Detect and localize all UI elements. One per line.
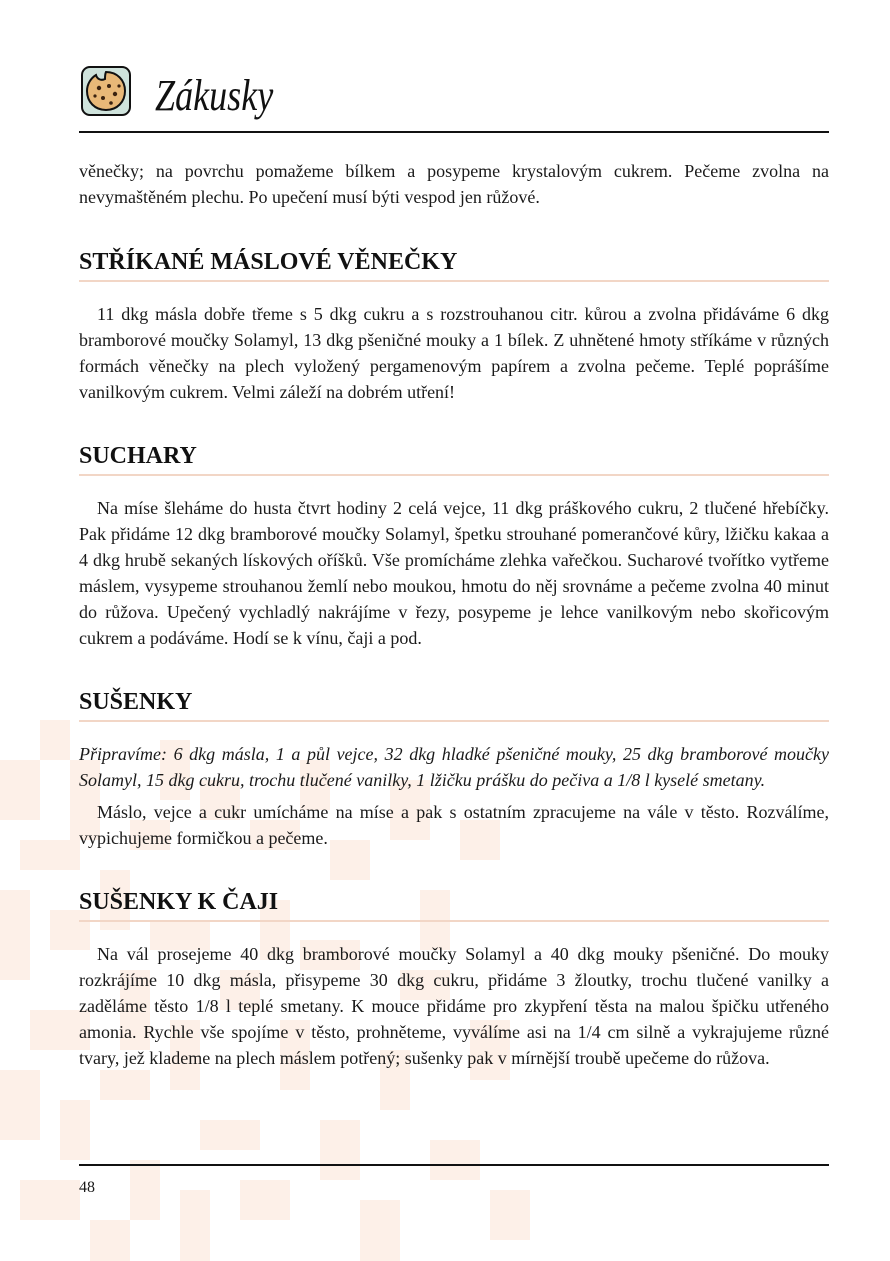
recipe-text: Máslo, vejce a cukr umícháme na míse a pak s ostatním zpracujeme na vále v těsto. Rozválíme, vypichujeme formičkou a pečeme.: [79, 802, 829, 848]
recipe-section: [79, 441, 829, 651]
recipe-heading: STŘÍKANÉ MÁSLOVÉ VĚNEČKY: [79, 247, 829, 282]
page-body: [79, 158, 829, 1107]
recipe-heading: SUŠENKY K ČAJI: [79, 887, 829, 922]
footer-divider: [79, 1164, 829, 1166]
header-divider: [79, 131, 829, 133]
recipe-section: [79, 887, 829, 1071]
page-header: [79, 62, 829, 132]
recipe-text: 11 dkg másla dobře třeme s 5 dkg cukru a s rozstrouhanou citr. kůrou a zvolna přidáváme 6 dkg bramborové moučky Solamyl, 13 dkg pšeničné mouky a 1 bílek. Z uhnětené hmoty stříkáme v různých formách věnečky na plech vyložený pergamenovým papírem a zvolna pečeme. Teplé poprášíme vanilkovým cukrem. Velmi záleží na dobrém utření!: [79, 304, 829, 402]
cookie-icon: [81, 66, 131, 116]
recipe-ingredients: Připravíme: 6 dkg másla, 1 a půl vejce, 32 dkg hladké pšeničné mouky, 25 dkg bramborové moučky Solamyl, 15 dkg cukru, trochu tlučené vanilky, 1 lžičku prášku do pečiva a 1/8 l kyselé smetany.: [79, 744, 829, 790]
recipe-text: Na míse šleháme do husta čtvrt hodiny 2 celá vejce, 11 dkg práškového cukru, 2 tlučené hřebíčky. Pak přidáme 12 dkg bramborové moučky Solamyl, špetku strouhané pomerančové kůry, lžičku kakaa a 4 dkg hrubě sekaných lískových oříšků. Vše promícháme zlehka vařečkou. Sucharové tvořítko vytřeme máslem, vysypeme strouhanou žemlí nebo moukou, hmotu do něj srovnáme a pečeme zvolna 40 minut do růžova. Upečený vychladlý nakrájíme v řezy, posypeme je lehce vanilkovým nebo skořicovým cukrem a podáváme. Hodí se k vínu, čaji a pod.: [79, 498, 829, 648]
page-number: 48: [79, 1179, 95, 1196]
intro-paragraph: věnečky; na povrchu pomažeme bílkem a posypeme krystalovým cukrem. Pečeme zvolna na nevymaštěném plechu. Po upečení musí býti vespod jen růžové.: [79, 161, 829, 207]
recipe-section: [79, 247, 829, 405]
recipe-text: Na vál prosejeme 40 dkg bramborové moučky Solamyl a 40 dkg mouky pšeničné. Do mouky rozkrájíme 10 dkg másla, přisypeme 30 dkg cukru, přidáme 3 žloutky, trochu tlučené vanilky a zaděláme těsto 1/8 l teplé smetany. K mouce přidáme pro zkypření těsta na malou špičku utřeného amonia. Rychle vše spojíme v těsto, prohněteme, vyválíme asi na 1/4 cm silně a vykrajujeme různé tvary, jež klademe na plech máslem potřený; sušenky pak v mírnější troubě upečeme do růžova.: [79, 944, 829, 1068]
recipe-section: [79, 687, 829, 851]
page-title: Zákusky: [155, 71, 274, 120]
recipe-heading: SUŠENKY: [79, 687, 829, 722]
recipe-heading: SUCHARY: [79, 441, 829, 476]
